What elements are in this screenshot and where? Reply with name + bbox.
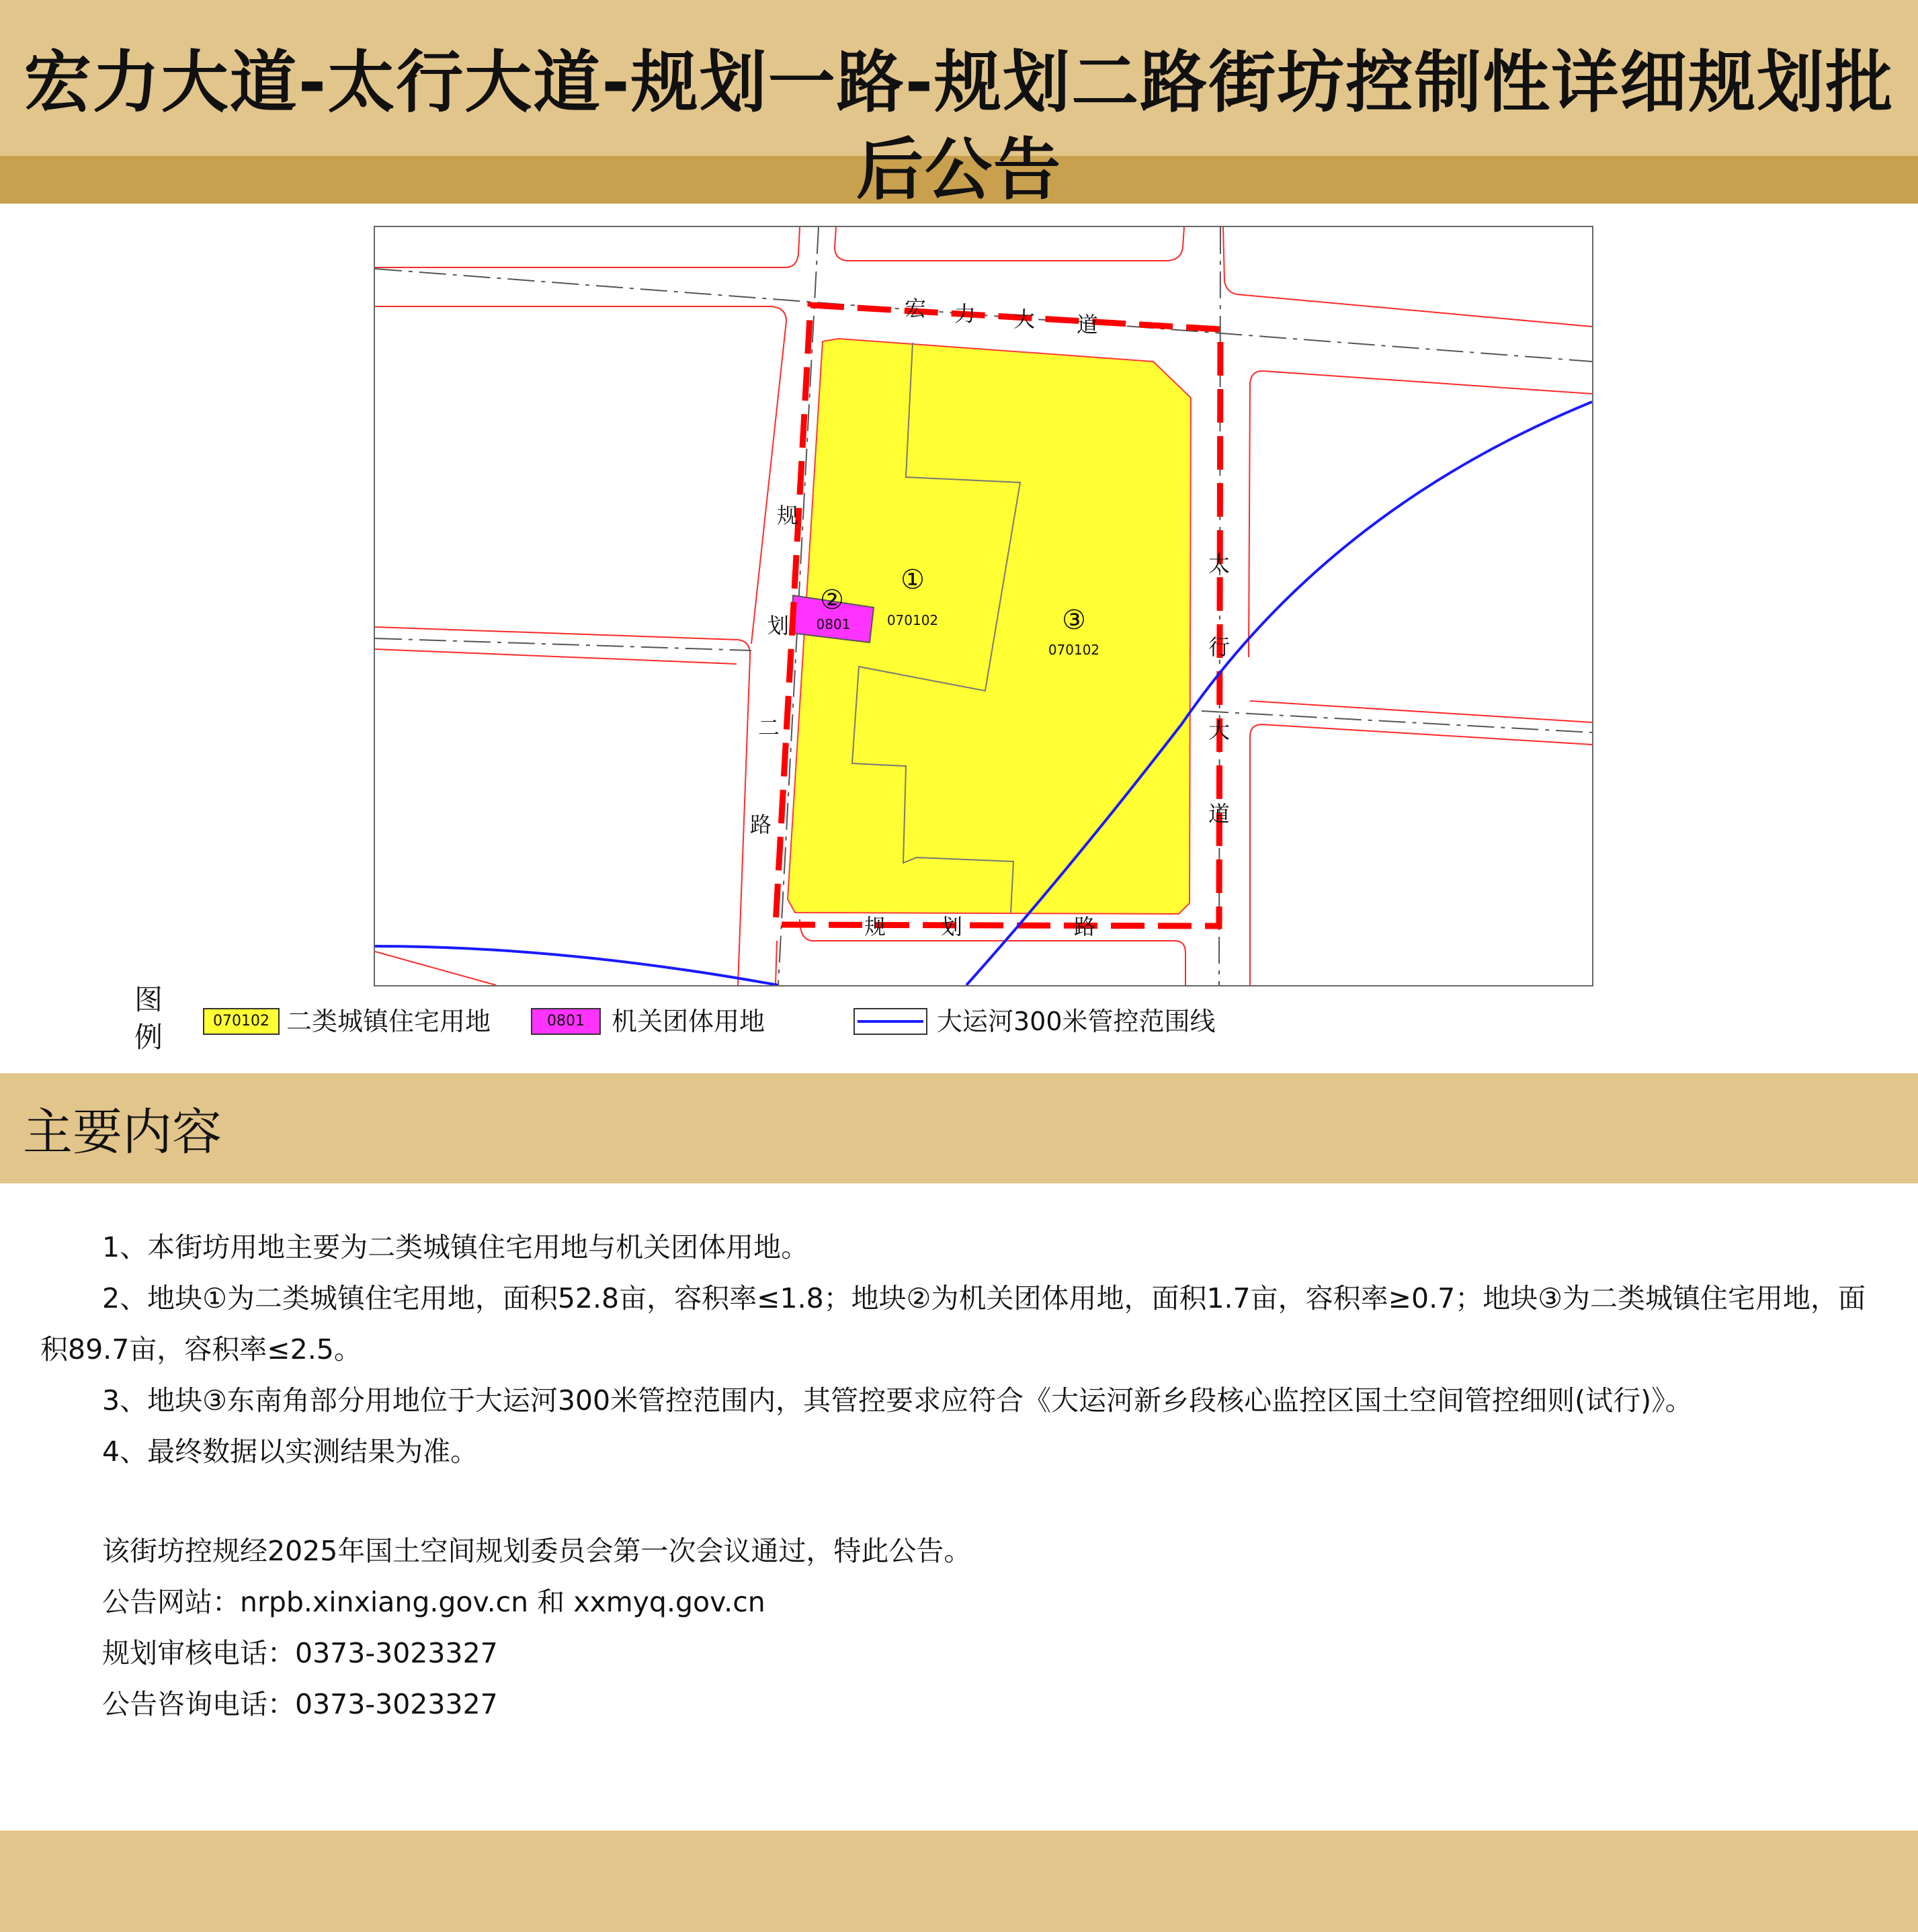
road-label-south-1: 规 — [864, 914, 886, 939]
road-label-west-2: 划 — [767, 613, 790, 638]
legend-label-canal-line: 大运河300米管控范围线 — [937, 1007, 1216, 1036]
road-label-south-3: 路 — [1074, 914, 1096, 939]
content-paragraph-1: 1、本街坊用地主要为二类城镇住宅用地与机关团体用地。 — [102, 1231, 809, 1263]
legend-label-residential: 二类城镇住宅用地 — [286, 1007, 491, 1036]
canal-line-sample — [858, 1020, 923, 1023]
legend-swatch-canal-line — [853, 1008, 927, 1035]
legend-swatch-residential: 070102 — [203, 1008, 280, 1035]
section-title: 主要内容 — [23, 1103, 222, 1161]
legend-title-char-2: 例 — [134, 1021, 163, 1054]
legend-title-char-1: 图 — [134, 983, 163, 1016]
legend-label-institution: 机关团体用地 — [612, 1007, 765, 1036]
canal-control-line-west — [375, 946, 778, 985]
plot-1-code: 070102 — [886, 612, 939, 628]
road-label-east-1: 太 — [1208, 551, 1231, 577]
road-label-west-3: 二 — [758, 715, 780, 741]
inquiry-phone: 公告咨询电话：0373-3023327 — [102, 1688, 498, 1720]
legend-title — [132, 981, 165, 1056]
content-paragraph-2: 2、地块①为二类城镇住宅用地，面积52.8亩，容积率≤1.8；地块②为机关团体用地，面积1.7亩，容积率≥0.7；地块③为二类城镇住宅用地，面积89.7亩，容积率≤2.5。 — [40, 1282, 1866, 1366]
road-label-north-1: 宏 — [905, 296, 927, 321]
page-title: 宏力大道-太行大道-规划一路-规划二路街坊控制性详细规划批后公告 — [24, 43, 1894, 209]
review-phone: 规划审核电话：0373-3023327 — [102, 1637, 498, 1669]
plot-3-number: ③ — [1062, 605, 1086, 636]
content-paragraph-3: 3、地块③东南角部分用地位于大运河300米管控范围内，其管控要求应符合《大运河新乡段核心监控区国土空间管控细则(试行)》。 — [102, 1384, 1693, 1417]
plot-2-code: 0801 — [816, 616, 851, 632]
road-label-west-4: 路 — [750, 812, 772, 837]
road-label-east-4: 道 — [1208, 801, 1231, 827]
road-label-east-2: 行 — [1208, 634, 1231, 660]
road-label-north-4: 道 — [1077, 312, 1099, 337]
section-banner — [0, 1073, 1918, 1183]
road-label-west-1: 规 — [777, 503, 799, 528]
road-label-north-3: 大 — [1013, 306, 1036, 332]
plot-3-code: 070102 — [1048, 642, 1100, 658]
plot-1-number: ① — [901, 564, 925, 595]
road-label-south-2: 划 — [941, 914, 963, 939]
legend-swatch-institution: 0801 — [531, 1008, 601, 1035]
map-canvas — [375, 227, 1592, 985]
road-label-north-2: 力 — [954, 301, 976, 327]
approval-statement: 该街坊控规经2025年国土空间规划委员会第一次会议通过，特此公告。 — [102, 1535, 972, 1567]
road-label-east-3: 大 — [1208, 718, 1231, 743]
content-paragraph-4: 4、最终数据以实测结果为准。 — [102, 1435, 478, 1468]
planning-map — [374, 226, 1593, 986]
footer-banner — [0, 1831, 1918, 1932]
plot-2-number: ② — [820, 585, 844, 616]
notice-website: 公告网站：nrpb.xinxiang.gov.cn 和 xxmyq.gov.cn — [102, 1586, 765, 1618]
